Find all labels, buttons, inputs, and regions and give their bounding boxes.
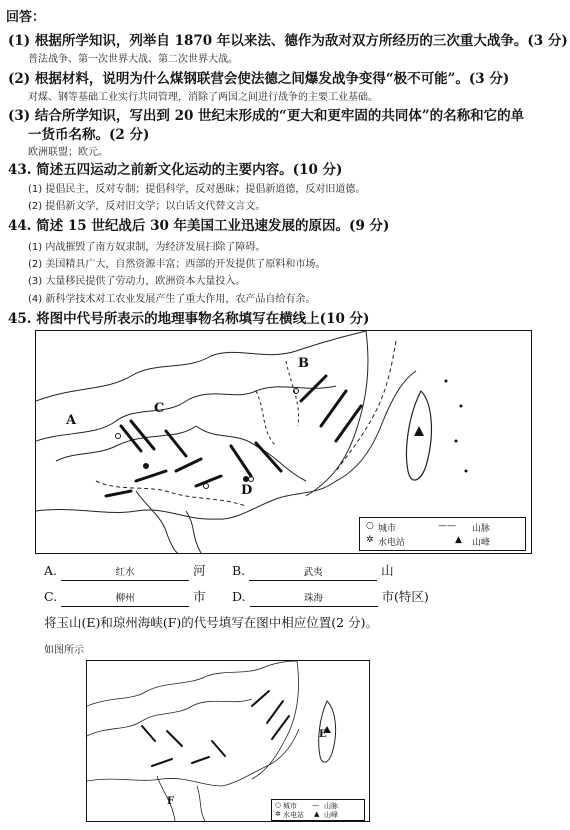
blank-c-answer: 柳州 — [61, 592, 189, 607]
hydro-station-icon: ✲ — [275, 810, 281, 818]
q3-prompt-line2: 一货币名称。(2 分) — [28, 127, 150, 143]
blank-a-letter: A. — [44, 563, 58, 578]
q1-prompt: (1) 根据所学知识，列举自 1870 年以来法、德作为敌对双方所经历的三次重大战争。(3 分) — [8, 33, 568, 49]
peak-icon: ▲ — [455, 535, 462, 545]
legend2-hydro-label: 水电站 — [283, 811, 304, 819]
blank-c-letter: C. — [44, 589, 58, 604]
city-icon: ○ — [275, 801, 282, 809]
mountain-range-icon: — — [312, 801, 319, 809]
blank-a-answer: 红水 — [61, 566, 189, 581]
blank-row-d — [232, 587, 429, 607]
legend2-mountain-range-label: 山脉 — [324, 802, 338, 810]
blank-a-suffix: 河 — [192, 563, 206, 578]
q1-answer: 普法战争、第一次世界大战、第二次世界大战。 — [28, 54, 238, 65]
city-icon: ○ — [366, 521, 374, 531]
blank-row-c — [44, 587, 206, 607]
map-label-d: D — [241, 483, 253, 498]
map-label-e: E — [319, 729, 327, 740]
q3-prompt-line1: (3) 结合所学知识，写出到 20 世纪末形成的“更大和更牢固的共同体”的名称和它的单 — [8, 108, 525, 124]
q43-prompt: 43. 简述五四运动之前新文化运动的主要内容。(10 分) — [8, 162, 343, 178]
peak-icon: ▲ — [314, 810, 320, 818]
hydro-station-icon: ✲ — [366, 535, 374, 545]
map-label-c: C — [154, 401, 165, 416]
legend-hydro-label: 水电站 — [378, 538, 406, 548]
q2-prompt: (2) 根据材料，说明为什么煤钢联营会使法德之间爆发战争变得“极不可能”。(3 分) — [8, 71, 510, 87]
map1-legend — [359, 517, 526, 551]
blank-b-answer: 武夷 — [249, 566, 377, 581]
blank-d-answer: 珠海 — [250, 592, 378, 607]
map-answer-drawing — [87, 661, 369, 821]
legend-mountain-range-label: 山脉 — [472, 524, 491, 534]
q45-followup-answer: 如图所示 — [44, 645, 84, 656]
legend2-peak-label: 山峰 — [324, 811, 338, 819]
mountain-range-icon: —— — [438, 521, 456, 531]
map-label-b: B — [298, 356, 309, 371]
q2-answer: 对煤、钢等基础工业实行共同管理，消除了两国之间进行战争的主要工业基础。 — [28, 92, 378, 103]
blank-b-suffix: 山 — [381, 563, 394, 578]
map-south-china — [35, 330, 532, 554]
blank-d-letter: D. — [232, 589, 246, 604]
q44-answer-1: (1) 内战摧毁了南方奴隶制，为经济发展扫除了障碍。 — [28, 242, 266, 253]
blank-d-suffix: 市(特区) — [381, 589, 429, 604]
map-answer — [86, 660, 370, 822]
q45-prompt: 45. 将图中代号所表示的地理事物名称填写在横线上(10 分) — [8, 311, 370, 327]
map2-legend — [271, 799, 365, 821]
q3-answer: 欧洲联盟；欧元。 — [28, 147, 108, 158]
q43-answer-1: (1) 提倡民主，反对专制；提倡科学，反对愚昧；提倡新道德，反对旧道德。 — [28, 184, 366, 195]
q44-answer-4: (4) 新科学技术对工农业发展产生了重大作用，农产品自给有余。 — [28, 294, 316, 305]
map-label-f: F — [167, 796, 175, 807]
legend2-city-label: 城市 — [283, 802, 297, 810]
legend-city-label: 城市 — [378, 524, 397, 534]
section-header: 回答： — [6, 10, 46, 25]
q44-answer-3: (3) 大量移民提供了劳动力，欧洲资本大量投入。 — [28, 276, 246, 287]
blank-row-a — [44, 561, 206, 581]
q43-answer-2: (2) 提倡新文学，反对旧文学；以白话文代替文言文。 — [28, 201, 266, 212]
q44-answer-2: (2) 美国精具广大，自然资源丰富；西部的开发提供了原料和市场。 — [28, 259, 326, 270]
q45-followup: 将玉山(E)和琼州海峡(F)的代号填写在图中相应位置(2 分)。 — [44, 615, 378, 630]
legend-peak-label: 山峰 — [472, 538, 491, 548]
map-label-a: A — [66, 413, 77, 428]
blank-b-letter: B. — [232, 563, 246, 578]
q44-prompt: 44. 简述 15 世纪战后 30 年美国工业迅速发展的原因。(9 分) — [8, 218, 390, 234]
blank-row-b — [232, 561, 394, 581]
blank-c-suffix: 市 — [193, 589, 206, 604]
